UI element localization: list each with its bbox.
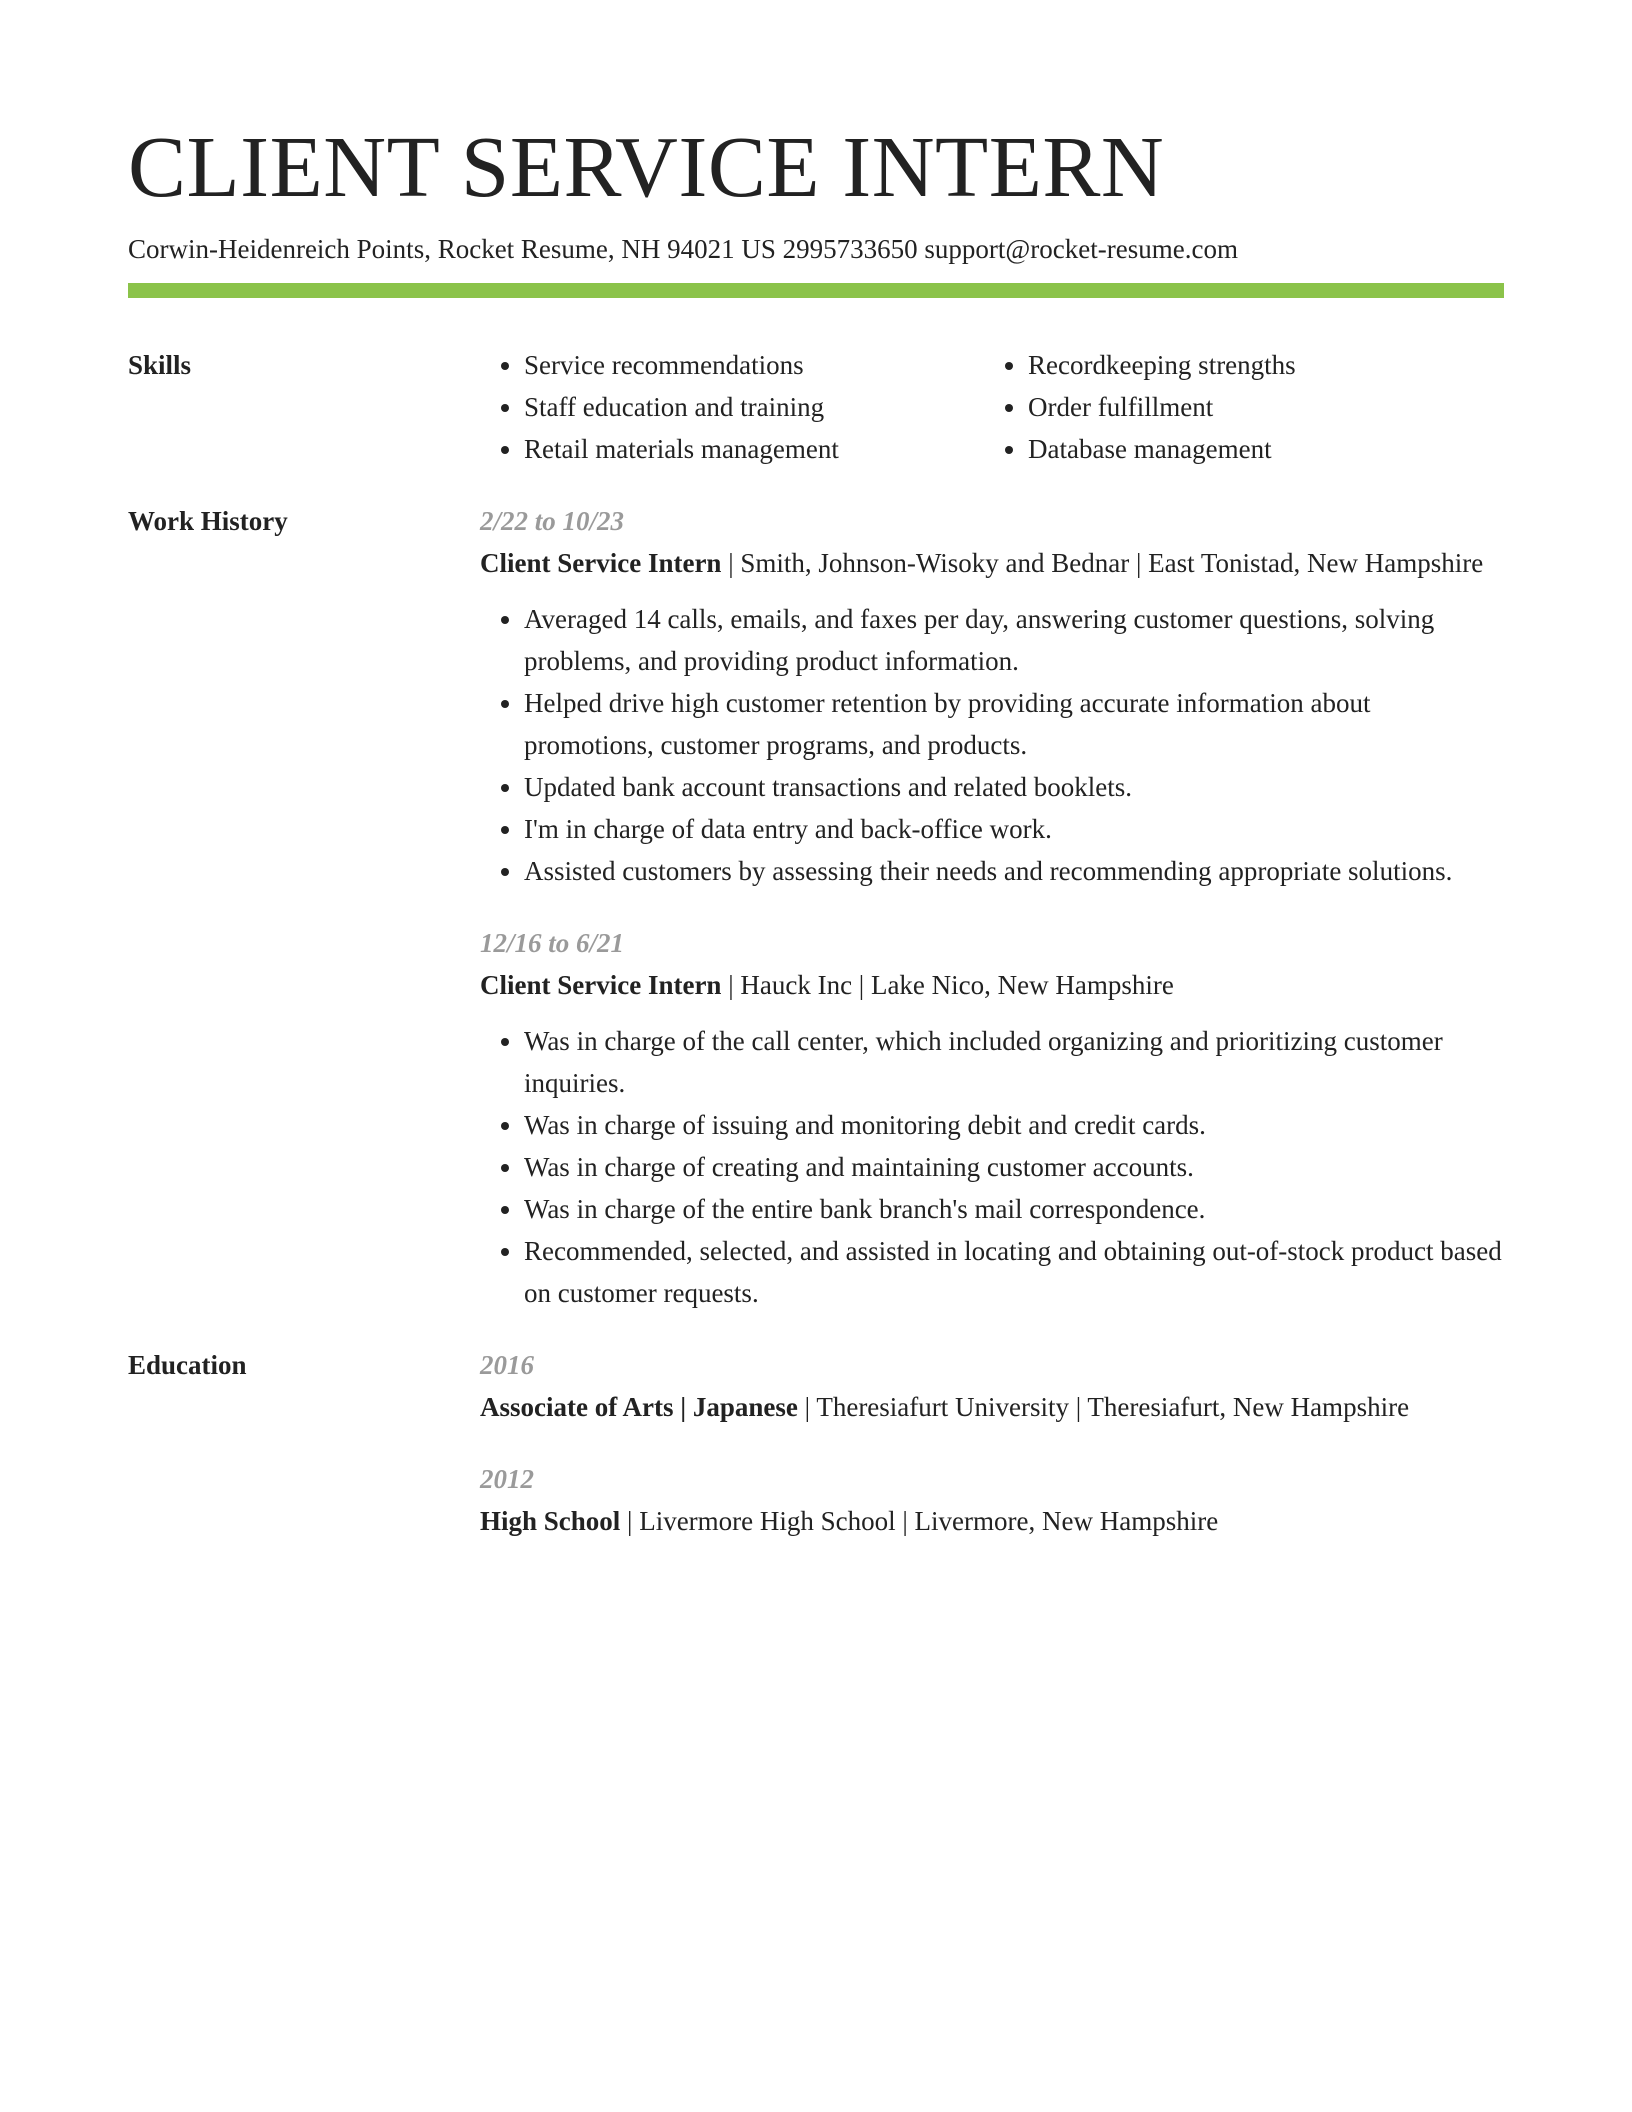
contact-address: Corwin-Heidenreich Points, Rocket Resume, NH 94021 US xyxy=(128,234,776,264)
education-body xyxy=(480,1344,1504,1542)
job-dates: 12/16 to 6/21 xyxy=(480,928,625,958)
job-bullet: • Averaged 14 calls, emails, and faxes per day, answering customer questions, solving problems, and providing product information. xyxy=(524,598,1504,682)
skill-item: • Staff education and training xyxy=(524,386,984,428)
job-role-line xyxy=(480,542,1504,584)
job-details: | Smith, Johnson-Wisoky and Bednar | East Tonistad, New Hampshire xyxy=(721,548,1484,578)
job-entry xyxy=(480,922,1504,1314)
skill-item: • Order fulfillment xyxy=(1028,386,1296,428)
education-details: | Theresiafurt University | Theresiafurt, New Hampshire xyxy=(797,1392,1410,1422)
job-bullets xyxy=(480,598,1504,892)
skills-body xyxy=(480,344,1504,470)
job-entry xyxy=(480,500,1504,892)
job-bullet: • Updated bank account transactions and related booklets. xyxy=(524,766,1504,808)
education-year: 2016 xyxy=(480,1350,534,1380)
job-title: Client Service Intern xyxy=(480,548,722,578)
education-heading: Education xyxy=(128,1350,247,1380)
skill-item: • Retail materials management xyxy=(524,428,984,470)
skills-grid xyxy=(480,344,1504,470)
job-bullet: • Was in charge of issuing and monitoring debit and credit cards. xyxy=(524,1104,1504,1146)
education-degree: Associate of Arts | Japanese xyxy=(480,1392,798,1422)
job-role-line xyxy=(480,964,1504,1006)
job-dates: 2/22 to 10/23 xyxy=(480,506,625,536)
contact-email: support@rocket-resume.com xyxy=(924,234,1238,264)
education-entry xyxy=(480,1458,1504,1542)
candidate-name: CLIENT SERVICE INTERN xyxy=(128,118,1165,215)
education-entry xyxy=(480,1344,1504,1428)
work-history-body xyxy=(480,500,1504,1314)
job-bullet: • Assisted customers by assessing their needs and recommending appropriate solutions. xyxy=(524,850,1504,892)
education-year: 2012 xyxy=(480,1464,534,1494)
header-divider xyxy=(128,283,1504,298)
job-title: Client Service Intern xyxy=(480,970,722,1000)
work-history-heading: Work History xyxy=(128,506,288,536)
job-details: | Hauck Inc | Lake Nico, New Hampshire xyxy=(721,970,1174,1000)
job-bullets xyxy=(480,1020,1504,1314)
skills-column-1 xyxy=(480,344,984,470)
job-bullet: • Was in charge of the call center, which included organizing and prioritizing customer inquiries. xyxy=(524,1020,1504,1104)
job-bullet: • Was in charge of the entire bank branch's mail correspondence. xyxy=(524,1188,1504,1230)
skills-heading: Skills xyxy=(128,350,192,380)
education-line xyxy=(480,1500,1504,1542)
education-line xyxy=(480,1386,1504,1428)
work-history-section xyxy=(128,500,1504,1314)
education-section xyxy=(128,1344,1504,1542)
contact-line xyxy=(128,229,1504,269)
skills-column-2 xyxy=(984,344,1296,470)
job-bullet: • Helped drive high customer retention by providing accurate information about promotions, customer programs, and products. xyxy=(524,682,1504,766)
education-degree: High School xyxy=(480,1506,621,1536)
job-bullet: • I'm in charge of data entry and back-office work. xyxy=(524,808,1504,850)
contact-phone: 2995733650 xyxy=(782,234,918,264)
skill-item: • Service recommendations xyxy=(524,344,984,386)
education-details: | Livermore High School | Livermore, New Hampshire xyxy=(620,1506,1219,1536)
job-bullet: • Was in charge of creating and maintaining customer accounts. xyxy=(524,1146,1504,1188)
skill-item: • Database management xyxy=(1028,428,1296,470)
skills-section xyxy=(128,344,1504,470)
job-bullet: • Recommended, selected, and assisted in locating and obtaining out-of-stock product based on customer requests. xyxy=(524,1230,1504,1314)
skill-item: • Recordkeeping strengths xyxy=(1028,344,1296,386)
